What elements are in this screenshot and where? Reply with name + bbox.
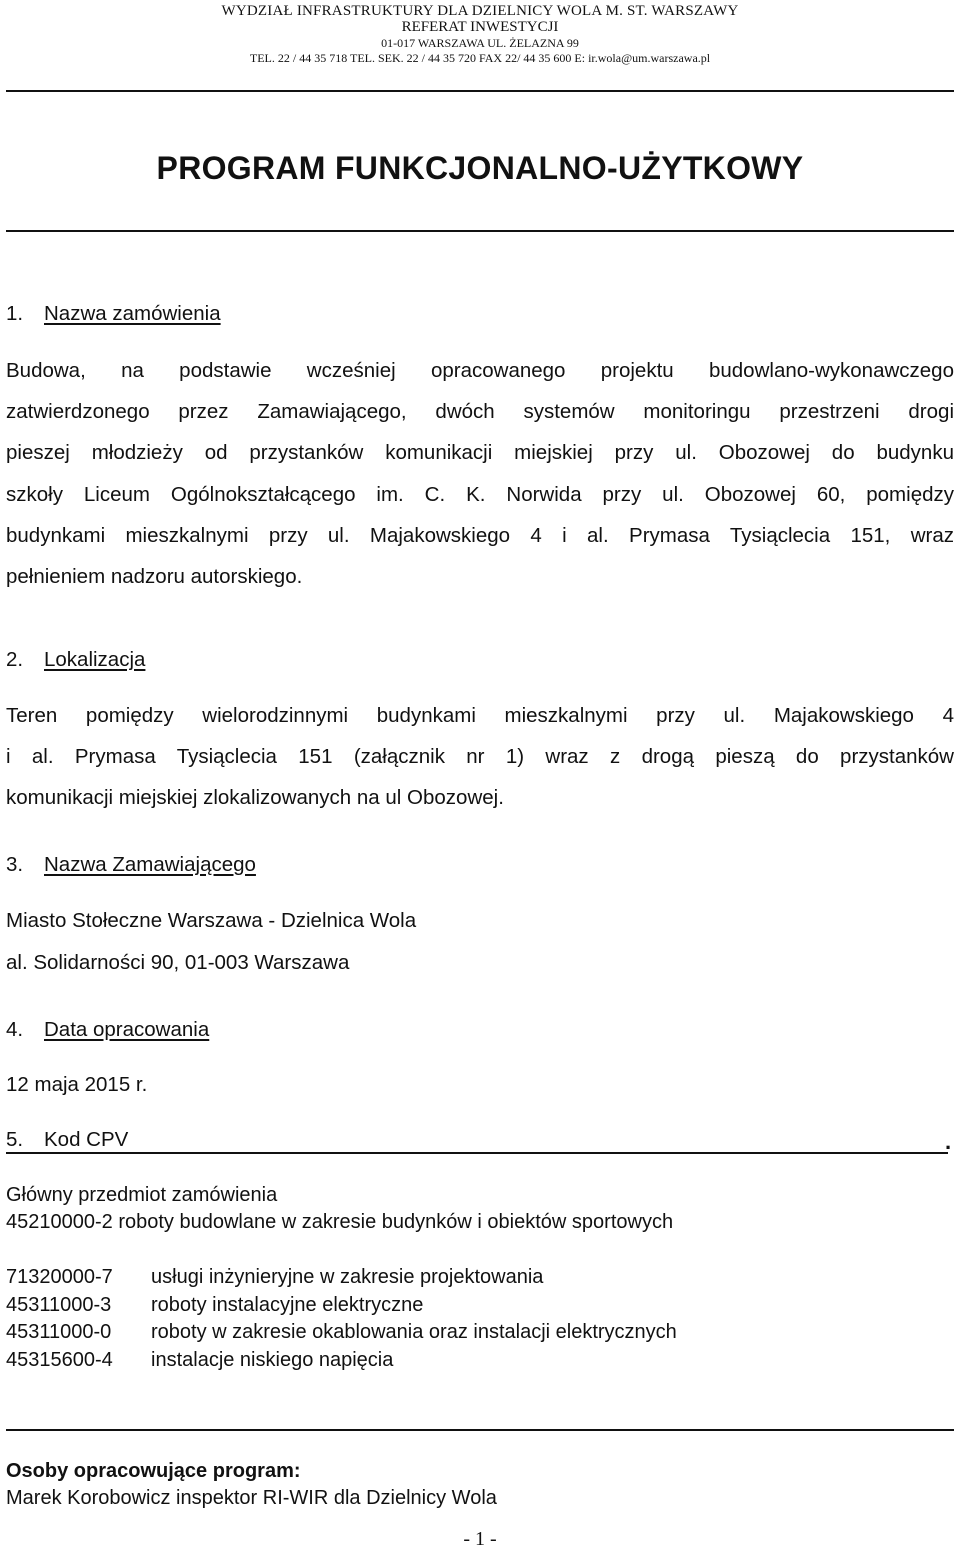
cpv-description: roboty instalacyjne elektryczne: [151, 1294, 424, 1316]
section2-heading: [6, 650, 145, 670]
section2-line: Teren pomiędzy wielorodzinnymi budynkami mieszkalnymi przy ul. Majakowskiego 4: [6, 704, 954, 727]
authors-label: Osoby opracowujące program:: [6, 1460, 301, 1482]
section1-line: szkoły Liceum Ogólnokształcącego im. C. K. Norwida przy ul. Obozowej 60, pomiędzy: [6, 483, 954, 506]
cpv-code-row: [6, 1350, 393, 1370]
section1-line: zatwierdzonego przez Zamawiającego, dwóch systemów monitoringu przestrzeni drogi: [6, 400, 954, 423]
section3-title: Nazwa Zamawiającego: [44, 853, 256, 876]
cpv-code-row: [6, 1267, 543, 1287]
section4-date: 12 maja 2015 r.: [6, 1073, 148, 1096]
cpv-trailing-dot: .: [945, 1129, 952, 1154]
section2-line: komunikacji miejskiej zlokalizowanych na ul Obozowej.: [6, 786, 504, 809]
cpv-description: instalacje niskiego napięcia: [151, 1349, 394, 1371]
title-divider: [6, 230, 954, 232]
cpv-description: roboty w zakresie okablowania oraz instalacji elektrycznych: [151, 1321, 677, 1343]
section2-title: Lokalizacja: [44, 648, 146, 671]
cpv-code: 45311000-0: [6, 1321, 112, 1343]
section1-line: pieszej młodzieży od przystanków komunikacji miejskiej przy ul. Obozowej do budynku: [6, 441, 954, 464]
page-number: - 1 -: [463, 1528, 497, 1550]
section5-number: 5.: [6, 1128, 24, 1151]
letterhead-department: WYDZIAŁ INFRASTRUKTURY DLA DZIELNICY WOLA M. ST. WARSZAWY: [221, 3, 739, 19]
cpv-underline: [6, 1152, 948, 1154]
cpv-main-code: 45210000-2 roboty budowlane w zakresie budynków i obiektów sportowych: [6, 1211, 674, 1233]
section3-heading: [6, 855, 256, 875]
section4-heading: [6, 1020, 209, 1040]
letterhead-contact: TEL. 22 / 44 35 718 TEL. SEK. 22 / 44 35 720 FAX 22/ 44 35 600 E: ir.wola@um.warszawa.pl: [249, 51, 711, 65]
section2-number: 2.: [6, 648, 24, 671]
letterhead-unit: REFERAT INWESTYCJI: [401, 19, 559, 35]
header-divider: [6, 90, 954, 92]
section3-number: 3.: [6, 853, 24, 876]
document-title: PROGRAM FUNKCJONALNO-UŻYTKOWY: [156, 150, 804, 186]
letterhead-address: 01-017 WARSZAWA UL. ŻELAZNA 99: [381, 36, 579, 50]
cpv-main-label: Główny przedmiot zamówienia: [6, 1184, 278, 1206]
section1-title: Nazwa zamówienia: [44, 302, 221, 325]
section2-line: i al. Prymasa Tysiąclecia 151 (załącznik nr 1) wraz z drogą pieszą do przystanków: [6, 745, 954, 768]
cpv-code: 71320000-7: [6, 1266, 113, 1288]
section5-title: Kod CPV: [44, 1128, 129, 1151]
footer-divider: [6, 1429, 954, 1431]
cpv-code: 45311000-3: [6, 1294, 112, 1316]
section1-line: Budowa, na podstawie wcześniej opracowanego projektu budowlano-wykonawczego: [6, 359, 954, 382]
cpv-code-row: [6, 1322, 677, 1342]
cpv-code: 45315600-4: [6, 1349, 113, 1371]
section5-heading: [6, 1130, 128, 1150]
cpv-code-row: [6, 1295, 423, 1315]
section4-number: 4.: [6, 1018, 24, 1041]
cpv-description: usługi inżynieryjne w zakresie projektowania: [151, 1266, 544, 1288]
section3-line: al. Solidarności 90, 01-003 Warszawa: [6, 951, 350, 974]
section1-line: budynkami mieszkalnymi przy ul. Majakowskiego 4 i al. Prymasa Tysiąclecia 151, wraz: [6, 524, 954, 547]
section1-number: 1.: [6, 302, 24, 325]
section4-title: Data opracowania: [44, 1018, 210, 1041]
authors-name: Marek Korobowicz inspektor RI-WIR dla Dzielnicy Wola: [6, 1487, 497, 1509]
section3-line: Miasto Stołeczne Warszawa - Dzielnica Wola: [6, 909, 417, 932]
section1-heading: [6, 304, 221, 324]
section1-line: pełnieniem nadzoru autorskiego.: [6, 565, 303, 588]
